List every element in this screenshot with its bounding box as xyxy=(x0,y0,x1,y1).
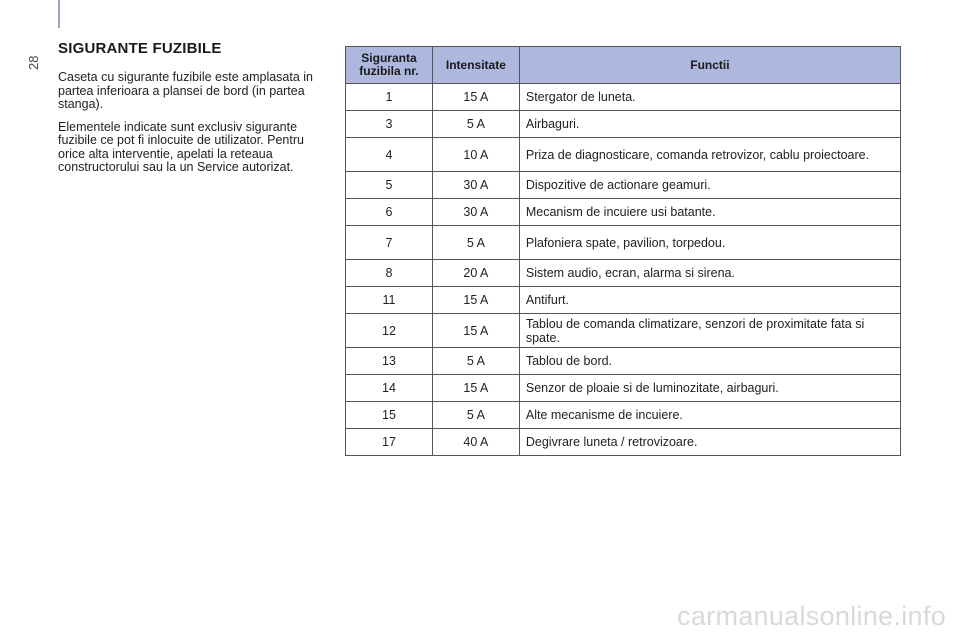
fuse-number: 15 xyxy=(346,402,433,429)
fuse-intensity: 5 A xyxy=(432,402,519,429)
fuse-intensity: 5 A xyxy=(432,226,519,260)
intro-paragraph-location: Caseta cu sigurante fuzibile este amplasata in partea inferioara a plansei de bord (in partea stanga). xyxy=(58,70,314,111)
fuse-intensity: 30 A xyxy=(432,172,519,199)
fuse-function: Tablou de comanda climatizare, senzori de proximitate fata si spate. xyxy=(519,314,900,348)
table-row xyxy=(346,172,901,199)
fuse-number: 5 xyxy=(346,172,433,199)
table-row xyxy=(346,314,901,348)
fuse-number: 4 xyxy=(346,138,433,172)
fuse-function: Plafoniera spate, pavilion, torpedou. xyxy=(519,226,900,260)
fuse-function: Mecanism de incuiere usi batante. xyxy=(519,199,900,226)
table-row xyxy=(346,260,901,287)
table-row xyxy=(346,199,901,226)
fuse-function: Dispozitive de actionare geamuri. xyxy=(519,172,900,199)
fuse-intensity: 20 A xyxy=(432,260,519,287)
fuse-intensity: 15 A xyxy=(432,314,519,348)
section-title: SIGURANTE FUZIBILE xyxy=(58,40,222,57)
table-row xyxy=(346,226,901,260)
fuse-number: 6 xyxy=(346,199,433,226)
fuse-function: Stergator de luneta. xyxy=(519,84,900,111)
fuse-intensity: 10 A xyxy=(432,138,519,172)
table-row xyxy=(346,429,901,456)
fuse-number: 1 xyxy=(346,84,433,111)
fuse-number: 7 xyxy=(346,226,433,260)
fuse-intensity: 15 A xyxy=(432,84,519,111)
table-row xyxy=(346,375,901,402)
fuse-intensity: 30 A xyxy=(432,199,519,226)
fuse-number: 13 xyxy=(346,348,433,375)
page-number: 28 xyxy=(26,55,41,70)
header-functions: Functii xyxy=(519,47,900,84)
fuse-function: Sistem audio, ecran, alarma si sirena. xyxy=(519,260,900,287)
fuse-number: 14 xyxy=(346,375,433,402)
fuse-number: 11 xyxy=(346,287,433,314)
fuse-number: 17 xyxy=(346,429,433,456)
fuse-number: 8 xyxy=(346,260,433,287)
table-row xyxy=(346,84,901,111)
table-header-row xyxy=(346,47,901,84)
watermark: carmanualsonline.info xyxy=(677,601,946,631)
fuse-function: Alte mecanisme de incuiere. xyxy=(519,402,900,429)
fuse-function: Antifurt. xyxy=(519,287,900,314)
fuse-function: Priza de diagnosticare, comanda retrovizor, cablu proiectoare. xyxy=(519,138,900,172)
table-row xyxy=(346,138,901,172)
fuse-number: 12 xyxy=(346,314,433,348)
fuse-intensity: 15 A xyxy=(432,287,519,314)
fuse-function: Degivrare luneta / retrovizoare. xyxy=(519,429,900,456)
intro-section xyxy=(58,40,330,184)
fuse-function: Senzor de ploaie si de luminozitate, airbaguri. xyxy=(519,375,900,402)
table-row xyxy=(346,111,901,138)
fuse-intensity: 5 A xyxy=(432,348,519,375)
fuse-intensity: 15 A xyxy=(432,375,519,402)
fuse-function: Airbaguri. xyxy=(519,111,900,138)
table-row xyxy=(346,402,901,429)
fuse-intensity: 5 A xyxy=(432,111,519,138)
header-intensity: Intensitate xyxy=(432,47,519,84)
fuse-number: 3 xyxy=(346,111,433,138)
intro-paragraph-note: Elementele indicate sunt exclusiv sigurante fuzibile ce pot fi inlocuite de utilizator. Pentru orice alta interventie, apelati la reteaua constructorului sau la un Service autorizat. xyxy=(58,119,304,174)
table-row xyxy=(346,287,901,314)
table-row xyxy=(346,348,901,375)
margin-bar xyxy=(58,0,60,28)
fuse-function: Tablou de bord. xyxy=(519,348,900,375)
header-fuse-number: Siguranta fuzibila nr. xyxy=(346,47,433,84)
fuse-intensity: 40 A xyxy=(432,429,519,456)
fuse-table xyxy=(345,46,901,456)
